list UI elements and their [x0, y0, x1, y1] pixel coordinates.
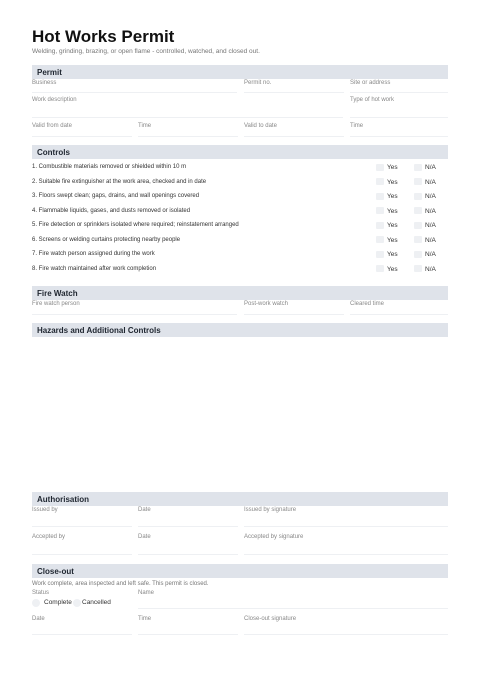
- control-na-checkbox[interactable]: [414, 193, 422, 200]
- control-yes-label: Yes: [387, 207, 398, 215]
- accepted-signature-field[interactable]: [244, 554, 448, 555]
- type-of-work-label: Type of hot work: [350, 97, 395, 103]
- cleared-time-label: Cleared time: [350, 301, 385, 307]
- control-na-checkbox[interactable]: [414, 265, 422, 272]
- control-item-label: 7. Fire watch person assigned during the work: [32, 251, 155, 257]
- page-subtitle: Welding, grinding, brazing, or open flame - controlled, watched, and closed out.: [32, 48, 260, 55]
- control-yes-checkbox[interactable]: [376, 251, 384, 258]
- close-out-date-label: Date: [32, 616, 45, 622]
- control-item-label: 6. Screens or welding curtains protecting nearby people: [32, 236, 181, 243]
- control-na-label: N/A: [425, 207, 436, 215]
- section-controls: [32, 145, 448, 159]
- fire-watch-person-label: Fire watch person: [32, 301, 80, 307]
- close-out-time-label: Time: [138, 616, 152, 622]
- control-yes-checkbox[interactable]: [376, 193, 384, 200]
- time-to-field[interactable]: [350, 136, 448, 137]
- control-yes-label: Yes: [387, 265, 398, 273]
- issued-by-field[interactable]: [32, 526, 132, 527]
- control-na-checkbox[interactable]: [414, 222, 422, 229]
- complete-radio[interactable]: [32, 599, 40, 607]
- section-controls-title: Controls: [37, 147, 70, 157]
- section-permit-title: Permit: [37, 67, 62, 77]
- issued-date-label: Date: [138, 507, 151, 513]
- control-na-checkbox[interactable]: [414, 236, 422, 243]
- valid-from-label: Valid from date: [32, 123, 72, 129]
- time-from-field[interactable]: [138, 136, 238, 137]
- permit-no-label: Permit no.: [244, 80, 272, 86]
- section-fire-watch: [32, 286, 448, 300]
- control-yes-checkbox[interactable]: [376, 178, 384, 185]
- accepted-date-field[interactable]: [138, 554, 238, 555]
- close-out-signature-field[interactable]: [244, 634, 448, 635]
- control-yes-checkbox[interactable]: [376, 164, 384, 171]
- issued-by-label: Issued by: [32, 507, 58, 513]
- accepted-date-label: Date: [138, 534, 151, 540]
- work-description-label: Work description: [32, 97, 77, 103]
- control-item-label: 8. Fire watch maintained after work completion: [32, 265, 157, 272]
- section-authorisation: [32, 492, 448, 506]
- section-hazards-title: Hazards and Additional Controls: [37, 325, 161, 335]
- post-work-watch-label: Post-work watch: [244, 301, 289, 307]
- accepted-by-field[interactable]: [32, 554, 132, 555]
- page-title: Hot Works Permit: [32, 27, 175, 46]
- valid-to-label: Valid to date: [244, 123, 277, 129]
- site-label: Site or address: [350, 80, 391, 86]
- control-yes-label: Yes: [387, 236, 398, 244]
- site-field[interactable]: [350, 92, 448, 93]
- accepted-signature-label: Accepted by signature: [244, 534, 304, 540]
- section-permit: [32, 65, 448, 79]
- post-work-watch-field[interactable]: [244, 314, 344, 315]
- complete-option-label: Complete: [44, 599, 72, 606]
- cleared-time-field[interactable]: [350, 314, 448, 315]
- control-yes-label: Yes: [387, 193, 398, 200]
- issued-signature-field[interactable]: [244, 526, 448, 527]
- close-out-name-label: Name: [138, 590, 155, 596]
- valid-to-field[interactable]: [244, 136, 344, 137]
- time-from-label: Time: [138, 123, 152, 129]
- control-yes-checkbox[interactable]: [376, 207, 384, 214]
- control-na-label: N/A: [425, 222, 436, 229]
- control-yes-checkbox[interactable]: [376, 222, 384, 229]
- work-description-field[interactable]: [32, 117, 343, 118]
- control-na-checkbox[interactable]: [414, 178, 422, 185]
- control-na-label: N/A: [425, 164, 436, 171]
- control-item-label: 2. Suitable fire extinguisher at the work area, checked and in date: [32, 178, 207, 185]
- control-na-label: N/A: [425, 265, 436, 273]
- section-close-out: [32, 564, 448, 578]
- section-authorisation-title: Authorisation: [37, 494, 89, 504]
- cancelled-option-label: Cancelled: [82, 599, 111, 606]
- close-out-name-field[interactable]: [138, 608, 448, 609]
- status-label: Status: [32, 590, 50, 596]
- control-na-checkbox[interactable]: [414, 164, 422, 171]
- hazards-text-area[interactable]: [32, 338, 448, 488]
- issued-signature-label: Issued by signature: [244, 507, 297, 513]
- control-na-checkbox[interactable]: [414, 207, 422, 214]
- business-label: Business: [32, 80, 57, 86]
- close-out-date-field[interactable]: [32, 634, 132, 635]
- time-to-label: Time: [350, 123, 364, 129]
- close-out-signature-label: Close-out signature: [244, 616, 297, 622]
- control-yes-label: Yes: [387, 251, 398, 258]
- accepted-by-label: Accepted by: [32, 534, 66, 540]
- close-out-time-field[interactable]: [138, 634, 238, 635]
- control-na-label: N/A: [425, 251, 436, 258]
- section-hazards: [32, 323, 448, 337]
- control-na-checkbox[interactable]: [414, 251, 422, 258]
- control-yes-label: Yes: [387, 222, 398, 229]
- control-yes-checkbox[interactable]: [376, 265, 384, 272]
- cancelled-radio[interactable]: [73, 599, 81, 607]
- control-na-label: N/A: [425, 236, 436, 244]
- control-yes-checkbox[interactable]: [376, 236, 384, 243]
- control-item-label: 3. Floors swept clean; gaps, drains, and wall openings covered: [32, 193, 200, 199]
- fire-watch-person-field[interactable]: [32, 314, 237, 315]
- control-na-label: N/A: [425, 178, 436, 186]
- close-out-statement: Work complete, area inspected and left safe. This permit is closed.: [32, 581, 209, 587]
- type-of-work-field[interactable]: [350, 117, 448, 118]
- section-close-out-title: Close-out: [37, 566, 74, 576]
- control-item-label: 5. Fire detection or sprinklers isolated where required; reinstatement arranged: [32, 222, 239, 228]
- control-item-label: 1. Combustible materials removed or shielded within 10 m: [32, 164, 187, 170]
- section-fire-watch-title: Fire Watch: [37, 288, 78, 298]
- control-yes-label: Yes: [387, 164, 398, 171]
- control-yes-label: Yes: [387, 178, 398, 186]
- control-item-label: 4. Flammable liquids, gases, and dusts removed or isolated: [32, 207, 191, 214]
- control-na-label: N/A: [425, 193, 436, 200]
- permit-no-field[interactable]: [244, 92, 344, 93]
- business-field[interactable]: [32, 92, 237, 93]
- issued-date-field[interactable]: [138, 526, 238, 527]
- valid-from-field[interactable]: [32, 136, 132, 137]
